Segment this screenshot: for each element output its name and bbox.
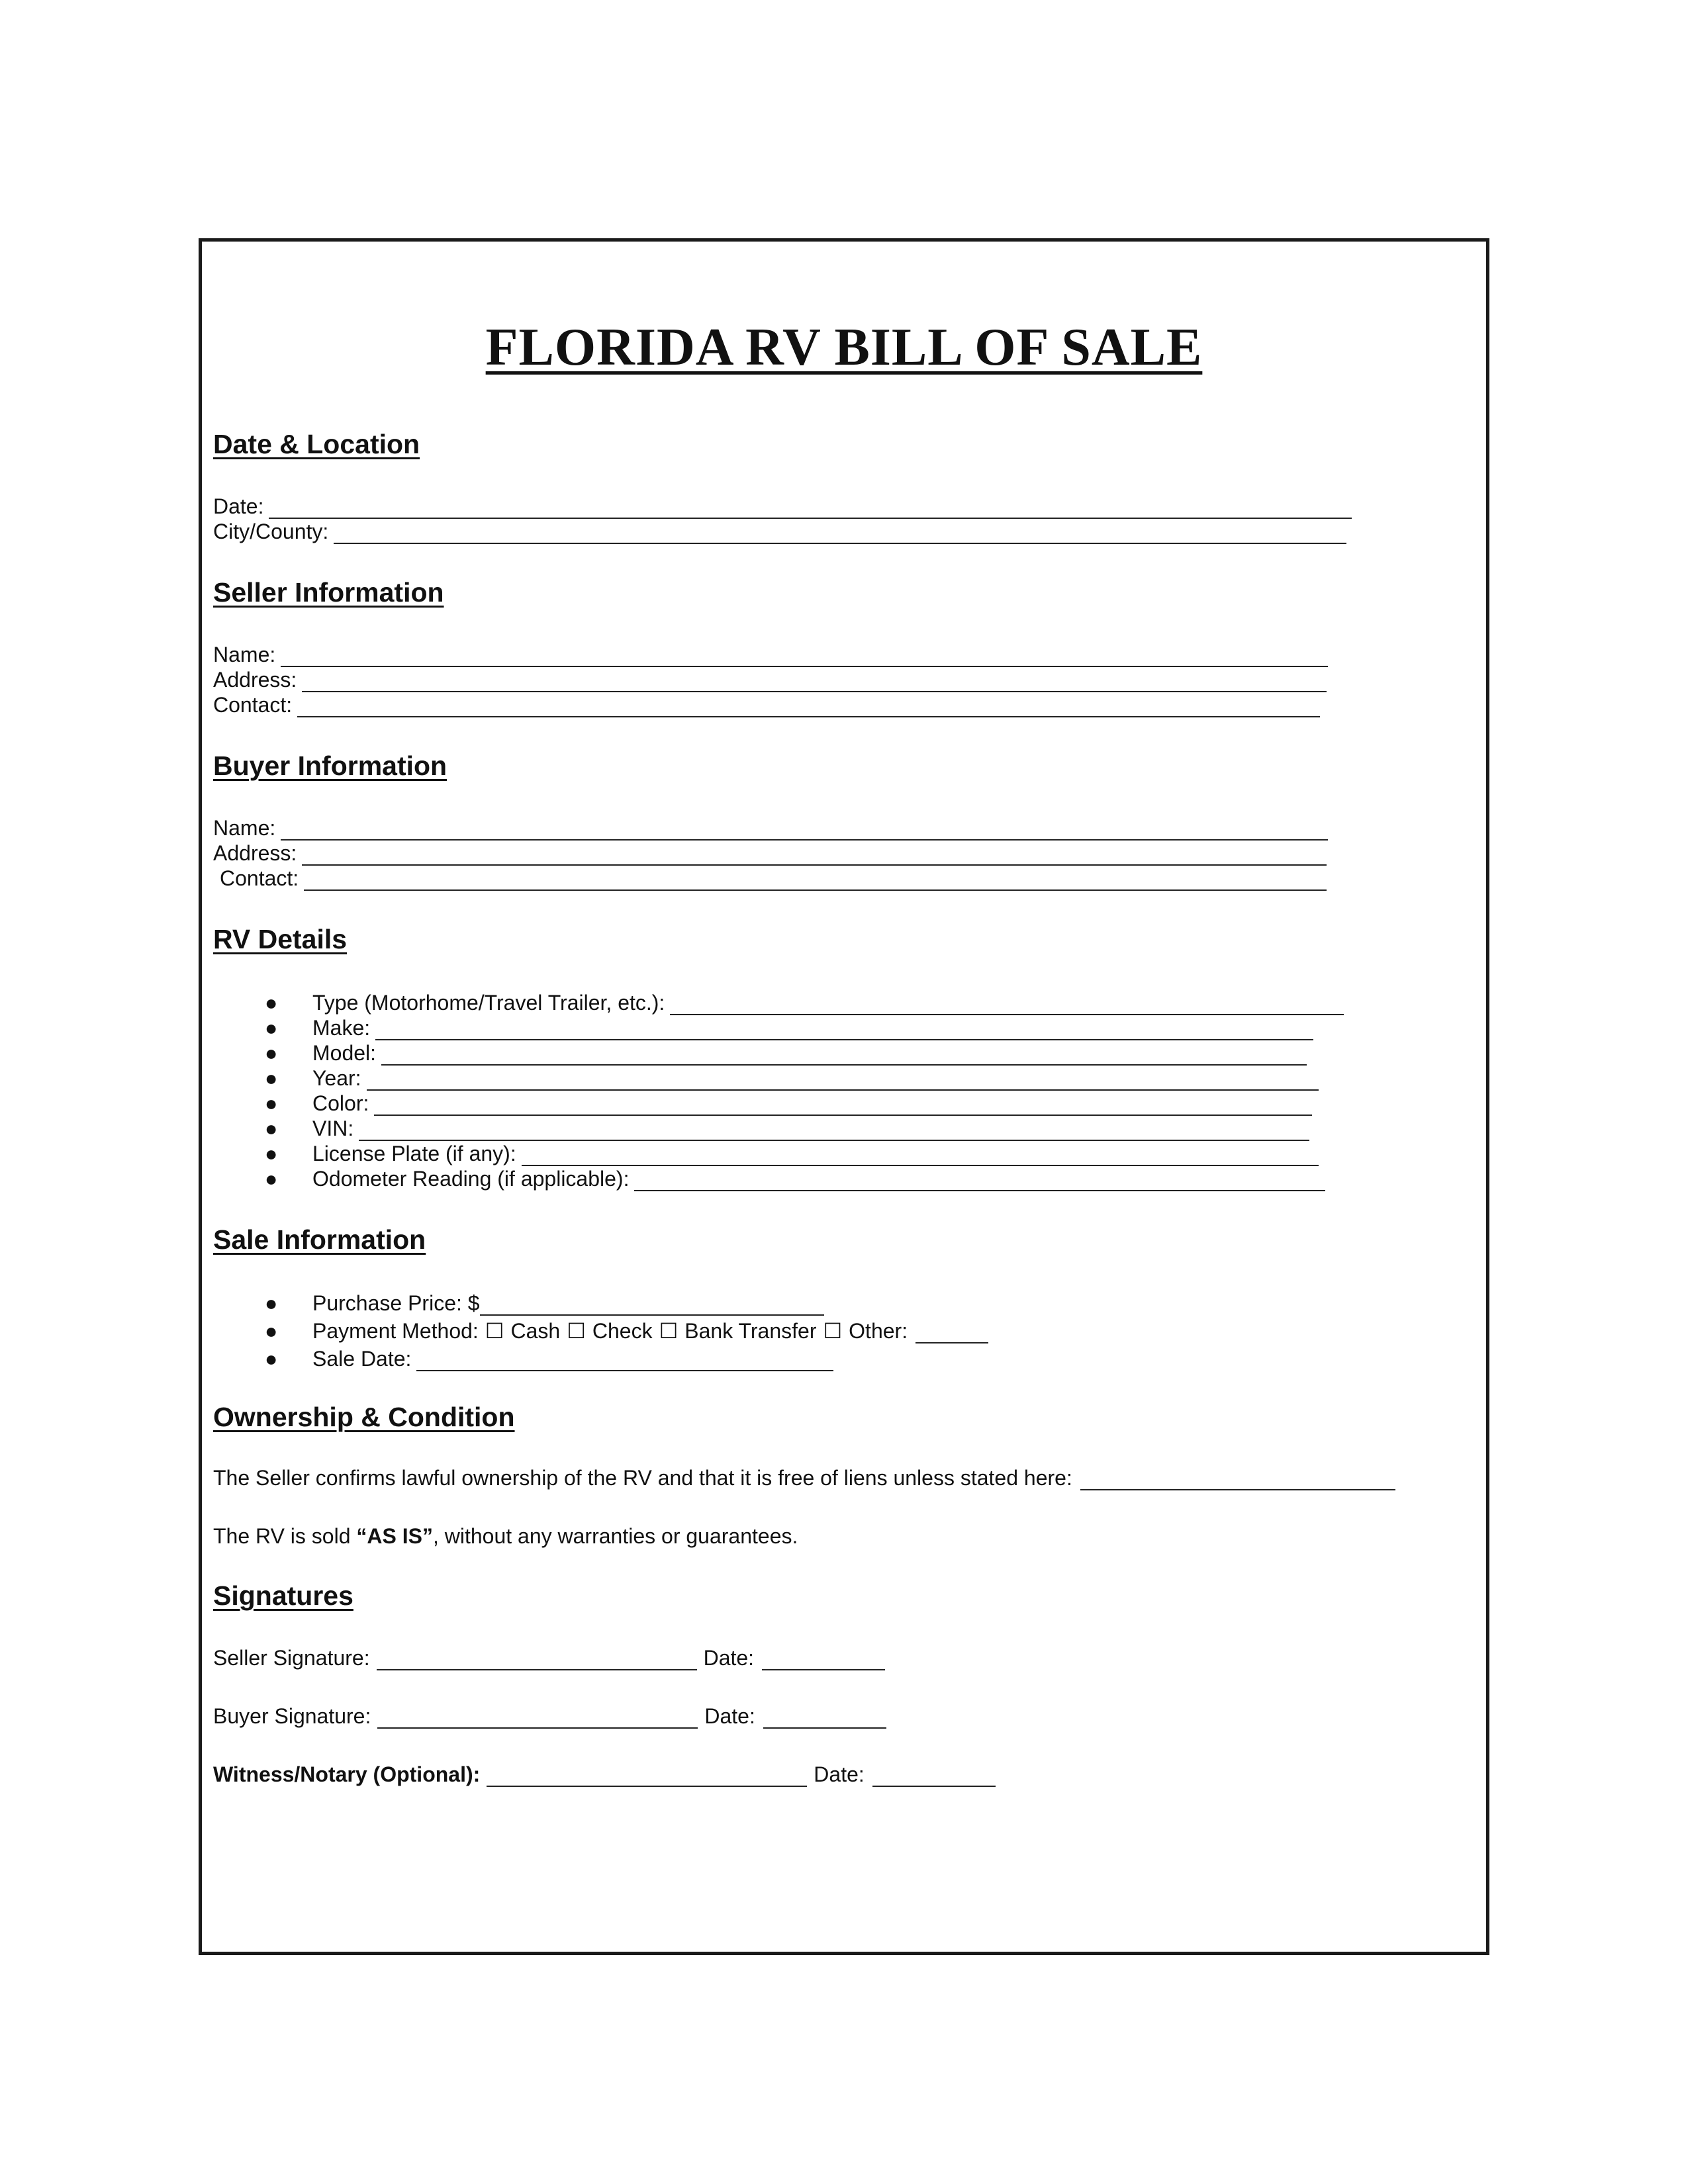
bullet-icon: ● [265,1041,278,1065]
buyer-address-field[interactable] [302,844,1327,866]
buyer-contact-row [220,866,1327,891]
checkbox-bank-transfer[interactable]: ☐ [659,1319,679,1343]
rv-license-plate-row [265,1141,1319,1166]
buyer-name-field[interactable] [281,819,1328,841]
payment-method-row [265,1318,988,1343]
rv-make-row [265,1015,1313,1040]
rv-license-plate-field[interactable] [522,1145,1319,1166]
buyer-contact-field[interactable] [304,870,1327,891]
rv-odometer-label: Odometer Reading (if applicable): [312,1167,630,1191]
rv-license-plate-label: License Plate (if any): [312,1142,516,1165]
seller-date-label: Date: [703,1646,755,1670]
witness-date-field[interactable] [872,1766,996,1787]
bullet-icon: ● [265,1291,278,1315]
rv-model-row [265,1040,1307,1066]
rv-year-row [265,1066,1319,1091]
seller-name-field[interactable] [281,646,1328,667]
heading-date-location: Date & Location [213,429,420,459]
buyer-signature-field[interactable] [377,1707,698,1729]
city-county-row [213,519,1346,544]
rv-model-label: Model: [312,1041,377,1065]
seller-contact-label: Contact: [213,693,293,717]
seller-signature-label: Seller Signature: [213,1646,370,1670]
option-check-label: Check [592,1319,653,1343]
seller-contact-row [213,692,1320,717]
as-is-prefix: The RV is sold [213,1524,357,1548]
payment-method-label: Payment Method: [312,1319,479,1343]
purchase-price-field[interactable] [480,1295,824,1316]
as-is-row [213,1524,798,1549]
heading-signatures: Signatures [213,1580,353,1611]
witness-signature-row [213,1762,996,1787]
seller-name-label: Name: [213,643,276,666]
rv-color-label: Color: [312,1091,369,1115]
sale-date-field[interactable] [416,1350,833,1371]
rv-odometer-field[interactable] [634,1170,1325,1191]
heading-rv-details: RV Details [213,924,348,954]
buyer-signature-row [213,1704,886,1729]
liens-text: The Seller confirms lawful ownership of the RV and that it is free of liens unless stated here: [213,1466,1072,1490]
buyer-date-label: Date: [704,1704,755,1728]
bullet-icon: ● [265,1167,278,1191]
rv-type-label: Type (Motorhome/Travel Trailer, etc.): [312,991,665,1015]
seller-address-field[interactable] [302,671,1327,692]
seller-signature-row [213,1645,885,1670]
buyer-contact-label: Contact: [220,866,299,890]
option-cash-label: Cash [510,1319,561,1343]
liens-row [213,1465,1395,1490]
option-other-label: Other: [849,1319,908,1343]
rv-vin-row [265,1116,1309,1141]
other-payment-field[interactable] [915,1322,988,1343]
seller-signature-field[interactable] [377,1649,697,1670]
rv-vin-label: VIN: [312,1116,354,1140]
rv-make-field[interactable] [375,1019,1313,1040]
rv-odometer-row [265,1166,1325,1191]
witness-notary-label: Witness/Notary (Optional): [213,1762,481,1786]
rv-vin-field[interactable] [359,1120,1309,1141]
seller-contact-field[interactable] [297,696,1320,717]
rv-type-field[interactable] [670,994,1344,1015]
seller-date-field[interactable] [762,1649,885,1670]
rv-type-row [265,990,1344,1015]
heading-ownership-condition: Ownership & Condition [213,1402,515,1432]
heading-seller-information: Seller Information [213,577,444,608]
checkbox-check[interactable]: ☐ [567,1319,586,1343]
witness-date-label: Date: [814,1762,865,1786]
purchase-price-label: Purchase Price: $ [312,1291,480,1315]
buyer-address-label: Address: [213,841,297,865]
buyer-name-row [213,815,1328,841]
purchase-price-row [265,1291,824,1316]
seller-address-row [213,667,1327,692]
checkbox-cash[interactable]: ☐ [485,1319,504,1343]
bullet-icon: ● [265,991,278,1015]
bullet-icon: ● [265,1066,278,1090]
as-is-suffix: , without any warranties or guarantees. [432,1524,798,1548]
bullet-icon: ● [265,1016,278,1040]
rv-model-field[interactable] [381,1044,1307,1066]
checkbox-other[interactable]: ☐ [823,1319,843,1343]
rv-year-field[interactable] [367,1069,1319,1091]
bullet-icon: ● [265,1116,278,1140]
bullet-icon: ● [265,1142,278,1165]
bullet-icon: ● [265,1319,278,1343]
buyer-name-label: Name: [213,816,276,840]
sale-date-row [265,1346,833,1371]
heading-buyer-information: Buyer Information [213,751,447,781]
rv-year-label: Year: [312,1066,361,1090]
sale-date-label: Sale Date: [312,1347,412,1371]
buyer-signature-label: Buyer Signature: [213,1704,371,1728]
document-title: FLORIDA RV BILL OF SALE [485,318,1203,377]
city-county-label: City/County: [213,520,329,543]
buyer-address-row [213,841,1327,866]
rv-make-label: Make: [312,1016,371,1040]
as-is-emphasis: “AS IS” [356,1524,433,1548]
heading-sale-information: Sale Information [213,1224,426,1255]
date-row [213,494,1352,519]
seller-name-row [213,642,1328,667]
city-county-field[interactable] [334,523,1346,544]
liens-field[interactable] [1080,1469,1395,1490]
buyer-date-field[interactable] [763,1707,886,1729]
witness-signature-field[interactable] [487,1766,807,1787]
date-label: Date: [213,494,264,518]
seller-address-label: Address: [213,668,297,692]
bullet-icon: ● [265,1347,278,1371]
rv-color-row [265,1091,1312,1116]
rv-color-field[interactable] [374,1095,1312,1116]
date-field[interactable] [269,498,1352,519]
option-bank-transfer-label: Bank Transfer [684,1319,817,1343]
bullet-icon: ● [265,1091,278,1115]
